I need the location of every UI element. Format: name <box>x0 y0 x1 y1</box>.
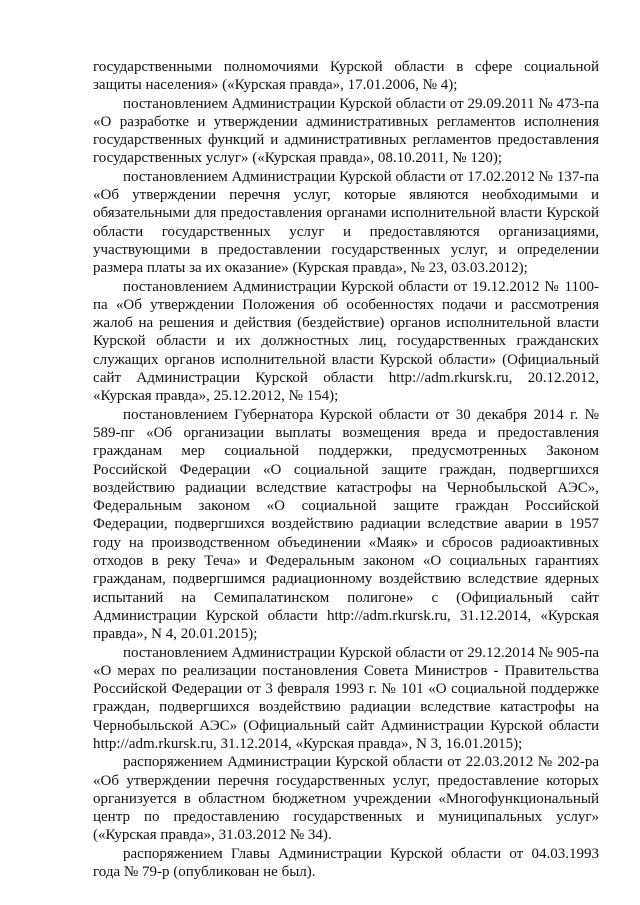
paragraph-resolution-473: постановлением Администрации Курской области от 29.09.2011 № 473-па «О разработке и утверждении административных регламентов исполнения государственных функций и административных регламентов предоставления государственных услуг» («Курская правда», 08.10.2011, № 120); <box>93 95 599 167</box>
paragraph-continuation: государственными полномочиями Курской области в сфере социальной защиты населения» («Курская правда», 17.01.2006, № 4); <box>93 59 599 94</box>
paragraph-resolution-137: постановлением Администрации Курской области от 17.02.2012 № 137-па «Об утверждении перечня услуг, которые являются необходимыми и обязательными для предоставления органами исполнительной власти Курской области государственных услуг и предоставляются организациями, участвующими в предоставлении государственных услуг, и определении размера платы за их оказание» (Курская правда», № 23, 03.03.2012); <box>93 168 599 277</box>
paragraph-resolution-905: постановлением Администрации Курской области от 29.12.2014 № 905-па «О мерах по реализации постановления Совета Министров - Правительства Российской Федерации от 3 февраля 1993 г. № 101 «О социальной поддержке граждан, подвергшихся воздействию радиации вследствие катастрофы на Чернобыльской АЭС» (Официальный сайт Администрации Курской области http://adm.rkursk.ru, 31.12.2014, «Курская правда», N 3, 16.01.2015); <box>93 644 599 752</box>
paragraph-resolution-589: постановлением Губернатора Курской области от 30 декабря 2014 г. № 589-пг «Об организации выплаты возмещения вреда и предоставления гражданам мер социальной поддержки, предусмотренных Законом Российской Федерации «О социальной защите граждан, подвергшихся воздействию радиации вследствие катастрофы на Чернобыльской АЭС», Федеральным законом «О социальной защите граждан Российской Федерации, подвергшихся воздействию радиации вследствие аварии в 1957 году на производственном объединении «Маяк» и сбросов радиоактивных отходов в реку Теча» и Федеральным законом «О социальных гарантиях гражданам, подвергшимся радиационному воздействию вследствие ядерных испытаний на Семипалатинском полигоне» с (Официальный сайт Администрации Курской области http://adm.rkursk.ru, 31.12.2014, «Курская правда», N 4, 20.01.2015); <box>93 406 599 643</box>
document-page <box>93 58 599 881</box>
paragraph-order-79: распоряжением Главы Администрации Курской области от 04.03.1993 года № 79-р (опубликован не был). <box>93 845 599 881</box>
paragraph-order-202: распоряжением Администрации Курской области от 22.03.2012 № 202-ра «Об утверждении перечня государственных услуг, предоставление которых организуется в областном бюджетном учреждении «Многофункциональный центр по предоставлению государственных и муниципальных услуг» («Курская правда», 31.03.2012 № 34). <box>93 754 599 844</box>
paragraph-resolution-1100: постановлением Администрации Курской области от 19.12.2012 № 1100-па «Об утверждении Положения об особенностях подачи и рассмотрения жалоб на решения и действия (бездействие) органов исполнительной власти Курской области и их должностных лиц, государственных гражданских служащих органов исполнительной власти Курской области» (Официальный сайт Администрации Курской области http://adm.rkursk.ru, 20.12.2012, «Курская правда», 25.12.2012, № 154); <box>93 278 599 405</box>
